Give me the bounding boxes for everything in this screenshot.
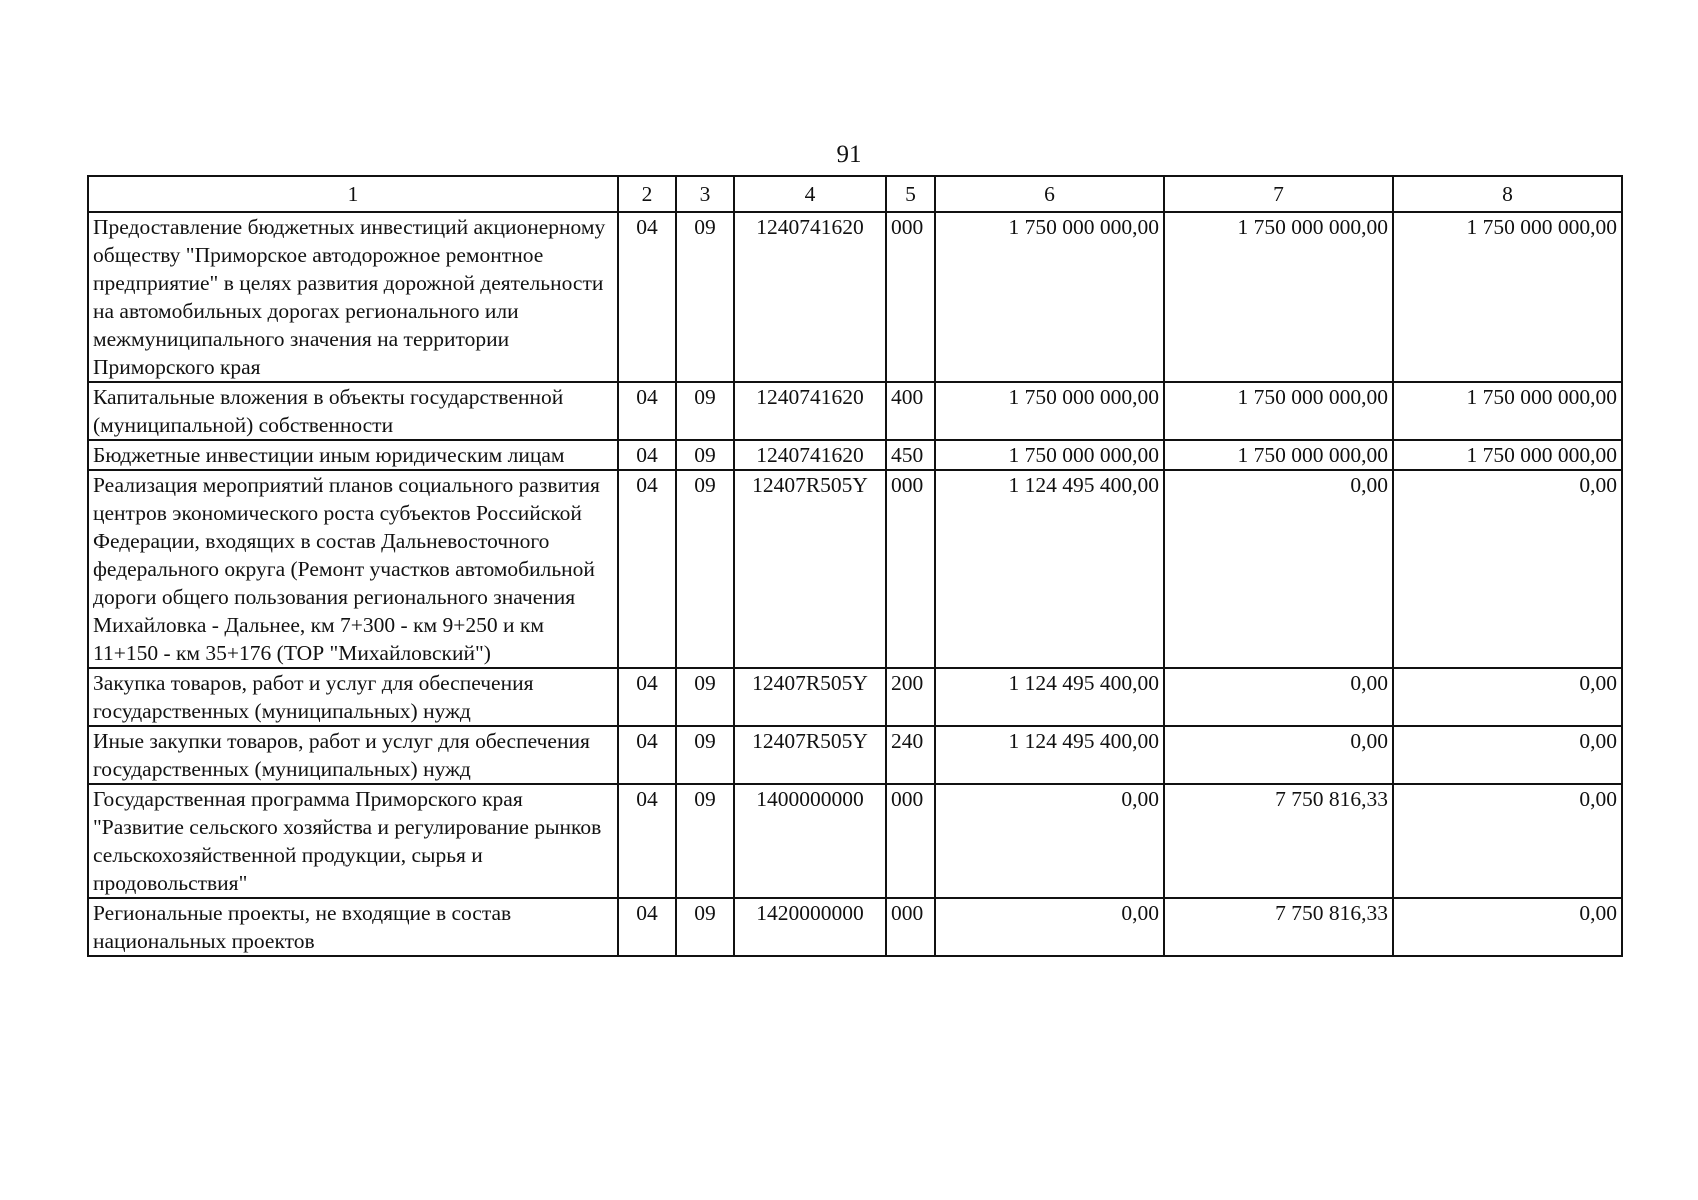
code-target: 1240741620 [734, 382, 886, 440]
row-name: Государственная программа Приморского края "Развитие сельского хозяйства и регулирование рынков сельскохозяйственной продукции, сырья и продовольствия" [88, 784, 618, 898]
amount-col7: 7 750 816,33 [1164, 898, 1393, 956]
code-expense-type: 200 [886, 668, 935, 726]
table-row [88, 726, 1622, 784]
code-subsection: 09 [676, 470, 734, 668]
amount-col7: 1 750 000 000,00 [1164, 382, 1393, 440]
page-number: 91 [836, 141, 862, 168]
row-name: Предоставление бюджетных инвестиций акционерному обществу "Приморское автодорожное ремонтное предприятие" в целях развития дорожной деятельности на автомобильных дорогах регионального или межмуниципального значения на территории Приморского края [88, 212, 618, 382]
code-subsection: 09 [676, 668, 734, 726]
code-section: 04 [618, 784, 676, 898]
code-expense-type: 450 [886, 440, 935, 470]
row-name: Закупка товаров, работ и услуг для обеспечения государственных (муниципальных) нужд [88, 668, 618, 726]
column-header: 7 [1164, 176, 1393, 212]
amount-col7: 0,00 [1164, 726, 1393, 784]
code-target: 12407R505Y [734, 726, 886, 784]
code-expense-type: 000 [886, 784, 935, 898]
budget-table [87, 175, 1623, 957]
row-name: Капитальные вложения в объекты государственной (муниципальной) собственности [88, 382, 618, 440]
table-row [88, 898, 1622, 956]
code-target: 1240741620 [734, 212, 886, 382]
amount-col7: 0,00 [1164, 470, 1393, 668]
code-expense-type: 000 [886, 898, 935, 956]
code-section: 04 [618, 726, 676, 784]
row-name: Региональные проекты, не входящие в состав национальных проектов [88, 898, 618, 956]
column-header: 8 [1393, 176, 1622, 212]
column-header: 4 [734, 176, 886, 212]
row-name: Бюджетные инвестиции иным юридическим лицам [88, 440, 618, 470]
table-row [88, 470, 1622, 668]
column-header: 1 [88, 176, 618, 212]
amount-col6: 1 124 495 400,00 [935, 726, 1164, 784]
code-target: 12407R505Y [734, 470, 886, 668]
amount-col7: 0,00 [1164, 668, 1393, 726]
amount-col7: 1 750 000 000,00 [1164, 212, 1393, 382]
amount-col8: 1 750 000 000,00 [1393, 440, 1622, 470]
code-subsection: 09 [676, 898, 734, 956]
code-expense-type: 000 [886, 212, 935, 382]
amount-col7: 1 750 000 000,00 [1164, 440, 1393, 470]
table-row [88, 382, 1622, 440]
code-target: 1240741620 [734, 440, 886, 470]
code-subsection: 09 [676, 212, 734, 382]
code-subsection: 09 [676, 784, 734, 898]
code-target: 1420000000 [734, 898, 886, 956]
row-name: Реализация мероприятий планов социального развития центров экономического роста субъектов Российской Федерации, входящих в состав Дальневосточного федерального округа (Ремонт участков автомобильной дороги общего пользования регионального значения Михайловка - Дальнее, км 7+300 - км 9+250 и км 11+150 - км 35+176 (ТОР "Михайловский") [88, 470, 618, 668]
amount-col8: 0,00 [1393, 898, 1622, 956]
code-subsection: 09 [676, 440, 734, 470]
amount-col6: 1 750 000 000,00 [935, 212, 1164, 382]
code-section: 04 [618, 440, 676, 470]
code-section: 04 [618, 212, 676, 382]
table-row [88, 212, 1622, 382]
amount-col8: 0,00 [1393, 784, 1622, 898]
code-subsection: 09 [676, 382, 734, 440]
code-expense-type: 000 [886, 470, 935, 668]
code-section: 04 [618, 668, 676, 726]
code-target: 1400000000 [734, 784, 886, 898]
amount-col6: 0,00 [935, 898, 1164, 956]
column-header: 3 [676, 176, 734, 212]
code-section: 04 [618, 382, 676, 440]
code-target: 12407R505Y [734, 668, 886, 726]
code-section: 04 [618, 898, 676, 956]
table-row [88, 440, 1622, 470]
table-row [88, 784, 1622, 898]
amount-col6: 0,00 [935, 784, 1164, 898]
code-subsection: 09 [676, 726, 734, 784]
amount-col7: 7 750 816,33 [1164, 784, 1393, 898]
table-row [88, 668, 1622, 726]
code-section: 04 [618, 470, 676, 668]
header-row [88, 176, 1622, 212]
amount-col8: 0,00 [1393, 470, 1622, 668]
column-header: 6 [935, 176, 1164, 212]
column-header: 2 [618, 176, 676, 212]
amount-col6: 1 124 495 400,00 [935, 470, 1164, 668]
row-name: Иные закупки товаров, работ и услуг для обеспечения государственных (муниципальных) нужд [88, 726, 618, 784]
amount-col8: 1 750 000 000,00 [1393, 212, 1622, 382]
code-expense-type: 240 [886, 726, 935, 784]
amount-col8: 0,00 [1393, 668, 1622, 726]
amount-col6: 1 750 000 000,00 [935, 382, 1164, 440]
amount-col6: 1 750 000 000,00 [935, 440, 1164, 470]
amount-col8: 0,00 [1393, 726, 1622, 784]
amount-col6: 1 124 495 400,00 [935, 668, 1164, 726]
code-expense-type: 400 [886, 382, 935, 440]
amount-col8: 1 750 000 000,00 [1393, 382, 1622, 440]
column-header: 5 [886, 176, 935, 212]
